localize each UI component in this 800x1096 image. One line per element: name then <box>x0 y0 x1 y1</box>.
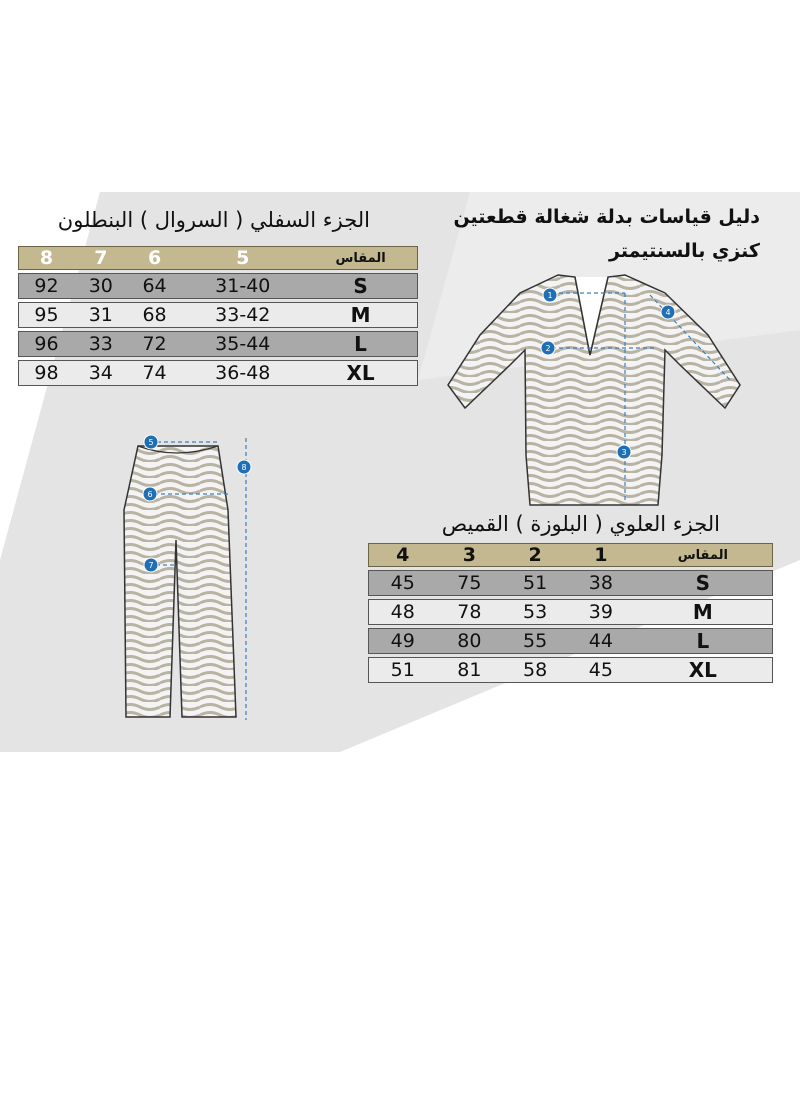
table-cell: 53 <box>502 599 568 625</box>
shirt-diagram <box>440 265 750 510</box>
size-cell: L <box>304 331 418 357</box>
col-header: 5 <box>181 246 304 270</box>
table-cell: 31-40 <box>181 273 304 299</box>
col-header: 3 <box>436 543 502 567</box>
table-cell: 72 <box>128 331 182 357</box>
size-label-header: المقاس <box>304 246 418 270</box>
marker-7-label: 7 <box>148 561 154 570</box>
size-cell: XL <box>634 657 773 683</box>
size-cell: M <box>304 302 418 328</box>
table-cell: 44 <box>568 628 634 654</box>
table-cell: 68 <box>128 302 182 328</box>
pants-outline <box>124 446 236 717</box>
size-label-header: المقاس <box>634 543 773 567</box>
table-cell: 39 <box>568 599 634 625</box>
marker-5 <box>144 435 158 449</box>
marker-1 <box>543 288 557 302</box>
size-cell: XL <box>304 360 418 386</box>
table-cell: 64 <box>128 273 182 299</box>
col-header: 2 <box>502 543 568 567</box>
table-cell: 96 <box>18 331 74 357</box>
table-cell: 36-48 <box>181 360 304 386</box>
table-cell: 92 <box>18 273 74 299</box>
marker-2 <box>541 341 555 355</box>
table-cell: 45 <box>368 570 436 596</box>
marker-8-label: 8 <box>241 463 247 472</box>
table-cell: 58 <box>502 657 568 683</box>
col-header: 6 <box>128 246 182 270</box>
table-row <box>18 302 418 328</box>
col-header: 4 <box>368 543 436 567</box>
marker-4 <box>661 305 675 319</box>
marker-6 <box>143 487 157 501</box>
table-cell: 49 <box>368 628 436 654</box>
bottom-table-header <box>18 246 418 270</box>
col-header: 7 <box>74 246 128 270</box>
marker-3-label: 3 <box>621 448 627 457</box>
table-cell: 34 <box>74 360 128 386</box>
size-cell: S <box>634 570 773 596</box>
marker-3 <box>617 445 631 459</box>
marker-1-label: 1 <box>547 291 553 300</box>
marker-6-label: 6 <box>147 490 153 499</box>
table-row <box>18 331 418 357</box>
size-cell: L <box>634 628 773 654</box>
table-cell: 55 <box>502 628 568 654</box>
size-cell: M <box>634 599 773 625</box>
col-header: 1 <box>568 543 634 567</box>
page-title: دليل قياسات بدلة شغالة قطعتين كنزي بالسنتيمتر <box>453 206 760 262</box>
table-cell: 51 <box>368 657 436 683</box>
table-cell: 81 <box>436 657 502 683</box>
table-cell: 35-44 <box>181 331 304 357</box>
table-cell: 31 <box>74 302 128 328</box>
table-row <box>18 273 418 299</box>
table-row <box>368 570 773 596</box>
table-cell: 38 <box>568 570 634 596</box>
table-cell: 45 <box>568 657 634 683</box>
table-cell: 78 <box>436 599 502 625</box>
marker-2-label: 2 <box>545 344 551 353</box>
marker-8 <box>237 460 251 474</box>
table-cell: 80 <box>436 628 502 654</box>
table-row <box>368 657 773 683</box>
pants-diagram <box>120 430 260 725</box>
size-cell: S <box>304 273 418 299</box>
table-row <box>368 628 773 654</box>
table-cell: 33-42 <box>181 302 304 328</box>
table-cell: 75 <box>436 570 502 596</box>
marker-4-label: 4 <box>665 308 671 317</box>
bottom-section-title: الجزء السفلي ( السروال ) البنطلون <box>57 208 370 232</box>
col-header: 8 <box>18 246 74 270</box>
top-section-title: الجزء العلوي ( البلوزة ) القميص <box>441 512 720 536</box>
table-cell: 33 <box>74 331 128 357</box>
top-table-header <box>368 543 773 567</box>
table-cell: 74 <box>128 360 182 386</box>
table-cell: 98 <box>18 360 74 386</box>
bottom-size-table <box>18 243 418 389</box>
table-row <box>368 599 773 625</box>
top-size-table <box>368 540 773 686</box>
table-cell: 95 <box>18 302 74 328</box>
table-cell: 30 <box>74 273 128 299</box>
marker-7 <box>144 558 158 572</box>
marker-5-label: 5 <box>148 438 154 447</box>
table-row <box>18 360 418 386</box>
table-cell: 48 <box>368 599 436 625</box>
table-cell: 51 <box>502 570 568 596</box>
